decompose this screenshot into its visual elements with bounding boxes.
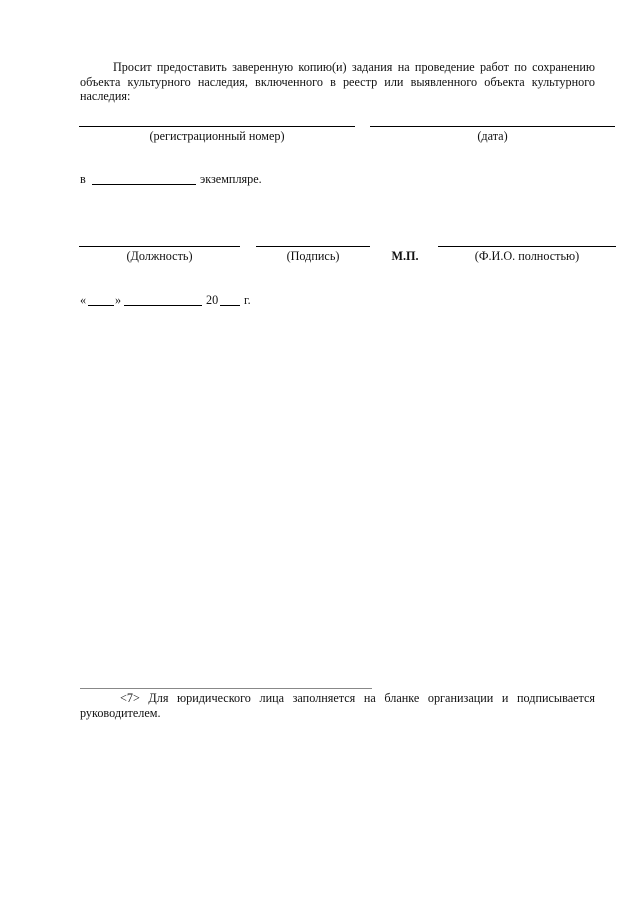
date-caption: (дата) xyxy=(477,129,508,143)
copies-suffix: экземпляре. xyxy=(200,172,262,186)
seal-label: М.П. xyxy=(391,249,419,263)
date-close-quote: » xyxy=(115,293,122,307)
fio-line[interactable] xyxy=(438,246,616,247)
copies-prefix: в xyxy=(80,172,86,186)
signature-caption: (Подпись) xyxy=(286,249,340,263)
fio-caption: (Ф.И.О. полностью) xyxy=(474,249,580,263)
year-line[interactable] xyxy=(220,305,240,306)
position-caption: (Должность) xyxy=(126,249,193,263)
footnote-separator xyxy=(80,688,372,689)
signature-line[interactable] xyxy=(256,246,370,247)
request-paragraph: Просит предоставить заверенную копию(и) задания на проведение работ по сохранению объекта культурного наследия, включенного в реестр или выявленного объекта культурного наследия: xyxy=(80,60,595,104)
year-suffix: г. xyxy=(244,293,251,307)
date-open-quote: « xyxy=(80,293,87,307)
month-line[interactable] xyxy=(124,305,202,306)
year-prefix: 20 xyxy=(206,293,219,307)
footnote-text: <7> Для юридического лица заполняется на бланке организации и подписывается руководителем. xyxy=(80,691,595,720)
day-line[interactable] xyxy=(88,305,114,306)
reg-number-line[interactable] xyxy=(79,126,355,127)
copies-count-line[interactable] xyxy=(92,184,196,185)
reg-number-caption: (регистрационный номер) xyxy=(149,129,285,143)
date-line[interactable] xyxy=(370,126,615,127)
position-line[interactable] xyxy=(79,246,240,247)
